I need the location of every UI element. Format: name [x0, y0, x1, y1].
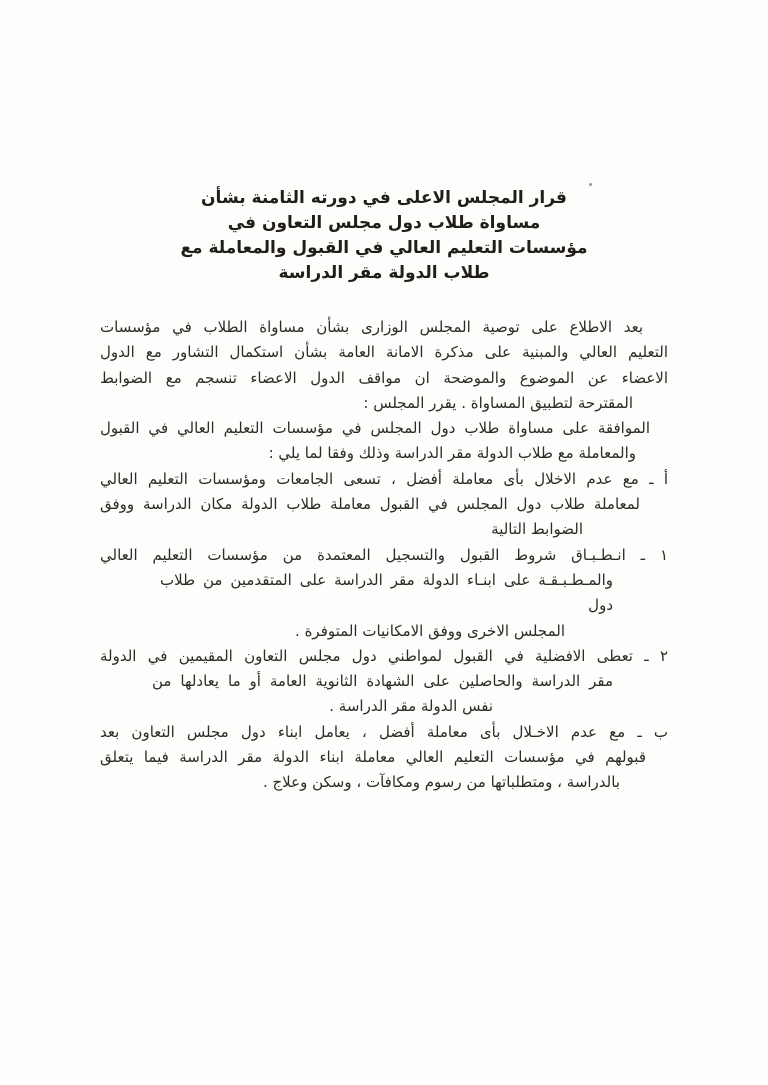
item-1-line: والمـطـبـقـة على ابنـاء الدولة مقر الدراسة على المتقدمين من طلاب دول [160, 570, 613, 615]
item-2-line: نفس الدولة مقر الدراسة . [329, 697, 493, 716]
clause-a-line: لمعاملة طلاب دول المجلس في القبول معاملة طلاب الدولة مكان الدراسة ووفق [100, 495, 640, 514]
clause-a-line: الضوابط التالية [491, 520, 583, 539]
item-1-line: ١ ـ انـطـبـاق شروط القبول والتسجيل المعتمدة من مؤسسات التعليم العالي [100, 545, 668, 564]
intro-line: بعد الاطلاع على توصية المجلس الوزارى بشأن مساواة الطلاب في مؤسسات [100, 318, 643, 336]
intro-line: الاعضاء عن الموضوع والموضحة ان مواقف الدول الاعضاء تنسجم مع الضوابط [100, 368, 668, 387]
clause-b [100, 720, 668, 796]
clause-b-line: بالدراسة ، ومتطلباتها من رسوم ومكافآت ، وسكن وعلاج . [262, 773, 620, 792]
resolution-line: والمعاملة مع طلاب الدولة مقر الدراسة وذلك وفقا لما يلي : [268, 444, 636, 463]
resolution-line: الموافقة على مساواة طلاب دول المجلس في مؤسسات التعليم العالي في القبول [100, 419, 650, 438]
title-line: مساواة طلاب دول مجلس التعاون في [227, 213, 541, 233]
intro-line: المقترحة لتطبيق المساواة . يقرر المجلس : [363, 393, 633, 412]
clause-b-line: قبولهم في مؤسسات التعليم العالي معاملة ابناء الدولة مقر الدراسة فيما يتعلق [100, 748, 646, 767]
title-line: مؤسسات التعليم العالي في القبول والمعاملة مع [180, 238, 588, 258]
intro-line: التعليم العالي والمبنية على مذكرة الامانة العامة بشأن استكمال التشاور مع الدول [100, 343, 668, 362]
document-body [100, 315, 668, 796]
clause-b-line: ب ـ مع عدم الاخـلال بأى معاملة أفضل ، يعامل ابناء دول مجلس التعاون بعد [100, 722, 668, 741]
item-1-line: المجلس الاخرى ووفق الامكانيات المتوفرة . [295, 621, 565, 640]
intro-paragraph [100, 315, 668, 416]
resolution-paragraph [100, 416, 668, 467]
numbered-item-2 [100, 644, 668, 720]
item-2-line: مقر الدراسة والحاصلين على الشهادة الثانوية العامة أو ما يعادلها من [152, 672, 613, 691]
clause-a-line: أ ـ مع عدم الاخلال بأى معاملة أفضل ، تسعى الجامعات ومؤسسات التعليم العالي [100, 469, 668, 488]
title-line: طلاب الدولة مقر الدراسة [278, 263, 490, 283]
clause-a [100, 467, 668, 543]
document-title [100, 186, 668, 286]
title-line: قرار المجلس الاعلى في دورته الثامنة بشأن [201, 188, 567, 208]
numbered-item-1 [100, 543, 668, 644]
item-2-line: ٢ ـ تعطى الافضلية في القبول لمواطني دول مجلس التعاون المقيمين في الدولة [100, 646, 668, 665]
